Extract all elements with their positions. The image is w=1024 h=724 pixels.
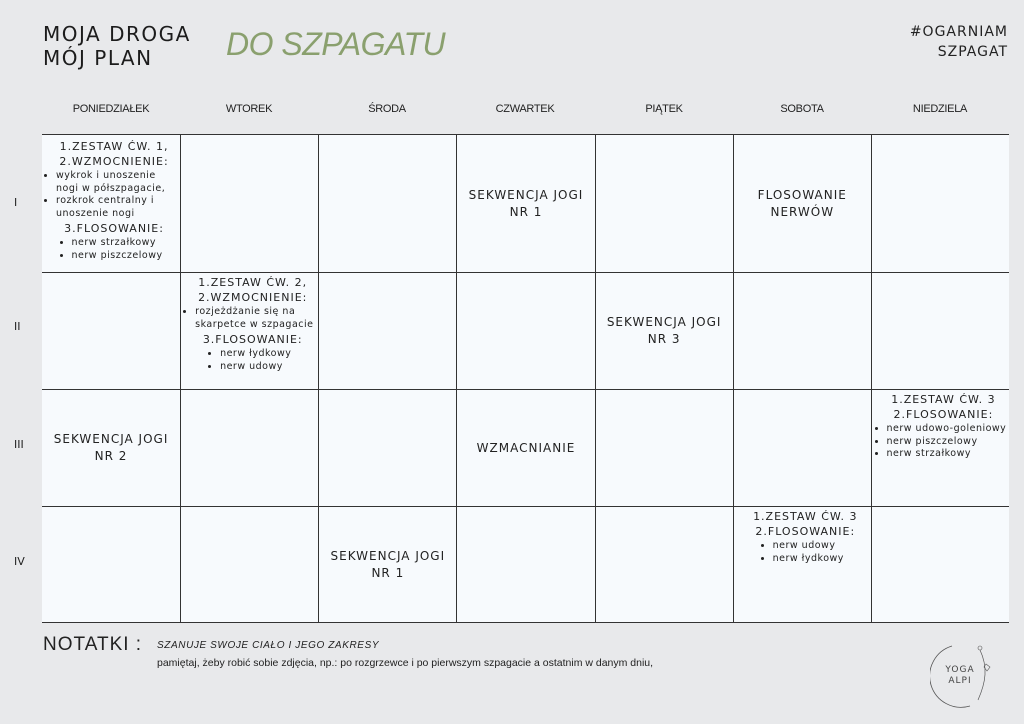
plan-cell [180, 272, 318, 389]
plan-step: 2.WZMOCNIENIE: [198, 291, 308, 304]
day-header: ŚRODA [368, 103, 406, 115]
day-header: NIEDZIELA [912, 103, 968, 115]
plan-cell [180, 506, 318, 622]
exercise-item: • nerw udowy [773, 540, 844, 553]
day-header: PIĄTEK [645, 103, 683, 115]
page-subtitle: DO SZPAGATU [226, 26, 446, 62]
plan-cell [42, 135, 180, 272]
exercise-item: • nerw piszczelowy [72, 250, 163, 263]
plan-cell [318, 506, 456, 622]
plan-cell [318, 272, 456, 389]
plan-cell [595, 506, 733, 622]
exercise-item: • wykrok i unoszenie nogi w półszpagacie, [56, 170, 178, 195]
plan-step: 1.ZESTAW ĆW. 3 [753, 510, 858, 523]
plan-cell [871, 389, 1009, 506]
plan-step: 2.WZMOCNIENIE: [59, 155, 169, 168]
weekly-plan-table [42, 134, 1009, 623]
plan-step: 2.FLOSOWANIE: [755, 525, 856, 538]
plan-step: 3.FLOSOWANIE: [64, 222, 164, 235]
plan-cell [456, 135, 594, 272]
plan-step: 1.ZESTAW ĆW. 2, [198, 276, 308, 289]
session-label: SEKWENCJA JOGI NR 1 [330, 548, 446, 580]
plan-step: 1.ZESTAW ĆW. 1, [59, 140, 169, 153]
exercise-item: • nerw łydkowy [773, 553, 844, 566]
plan-cell [871, 506, 1009, 622]
exercise-list [44, 170, 178, 220]
plan-cell [456, 389, 594, 506]
plan-step: 3.FLOSOWANIE: [202, 333, 303, 346]
svg-text:ALPI: ALPI [948, 676, 972, 686]
hashtag-line: SZPAGAT [937, 44, 1008, 60]
plan-cell [733, 272, 871, 389]
exercise-item: • nerw strzałkowy [887, 448, 1007, 461]
exercise-list [60, 237, 163, 262]
exercise-item: • nerw udowo-goleniowy [887, 423, 1007, 436]
svg-text:YOGA: YOGA [945, 665, 975, 675]
exercise-item: • nerw udowy [220, 361, 291, 374]
exercise-item: • nerw łydkowy [220, 348, 291, 361]
exercise-item: • rozjeżdżanie się na skarpetce w szpagacie [195, 306, 316, 331]
plan-cell [733, 389, 871, 506]
plan-cell [456, 506, 594, 622]
week-label: IV [14, 555, 25, 568]
yoga-alpi-logo [930, 642, 992, 708]
day-header: PONIEDZIAŁEK [72, 103, 150, 115]
plan-cell [456, 272, 594, 389]
exercise-item: • rozkrok centralny i unoszenie nogi [56, 195, 178, 220]
exercise-item: • nerw strzałkowy [72, 237, 163, 250]
exercise-list [183, 306, 316, 331]
day-header: WTOREK [225, 103, 273, 115]
exercise-list [761, 540, 844, 565]
plan-cell [318, 389, 456, 506]
week-label: III [14, 438, 24, 451]
plan-step: 1.ZESTAW ĆW. 3 [891, 393, 996, 406]
plan-cell [595, 135, 733, 272]
plan-cell [42, 389, 180, 506]
session-label: FLOSOWANIE NERWÓW [757, 187, 847, 219]
day-header: SOBOTA [780, 103, 824, 115]
plan-cell [180, 389, 318, 506]
note-line: SZANUJE SWOJE CIAŁO I JEGO ZAKRESY [157, 640, 380, 651]
plan-cell [42, 506, 180, 622]
hashtag-line: #OGARNIAM [909, 24, 1008, 40]
plan-cell [871, 135, 1009, 272]
exercise-list [208, 348, 291, 373]
hashtag [910, 22, 1008, 62]
session-label: SEKWENCJA JOGI NR 1 [468, 187, 584, 219]
session-label: SEKWENCJA JOGI NR 3 [606, 315, 722, 346]
exercise-item: • nerw piszczelowy [887, 436, 1007, 449]
plan-step: 2.FLOSOWANIE: [893, 408, 994, 421]
week-label: II [14, 320, 21, 333]
plan-cell [595, 272, 733, 389]
plan-cell [733, 135, 871, 272]
page-title [43, 22, 191, 70]
title-line: MÓJ PLAN [43, 46, 153, 70]
plan-cell [871, 272, 1009, 389]
exercise-list [875, 423, 1007, 461]
session-label: SEKWENCJA JOGI NR 2 [53, 432, 169, 463]
plan-cell [595, 389, 733, 506]
title-line: MOJA DROGA [43, 22, 191, 46]
plan-cell [733, 506, 871, 622]
session-label: WZMACNIANIE [476, 440, 576, 455]
note-line: pamiętaj, żeby robić sobie zdjęcia, np.: po rozgrzewce i po pierwszym szpagacie a ostatnim w danym dniu, [157, 657, 654, 669]
week-label: I [14, 196, 18, 209]
plan-cell [42, 272, 180, 389]
notes-label: NOTATKI : [43, 634, 143, 655]
plan-cell [318, 135, 456, 272]
day-header: CZWARTEK [495, 103, 555, 115]
plan-cell [180, 135, 318, 272]
